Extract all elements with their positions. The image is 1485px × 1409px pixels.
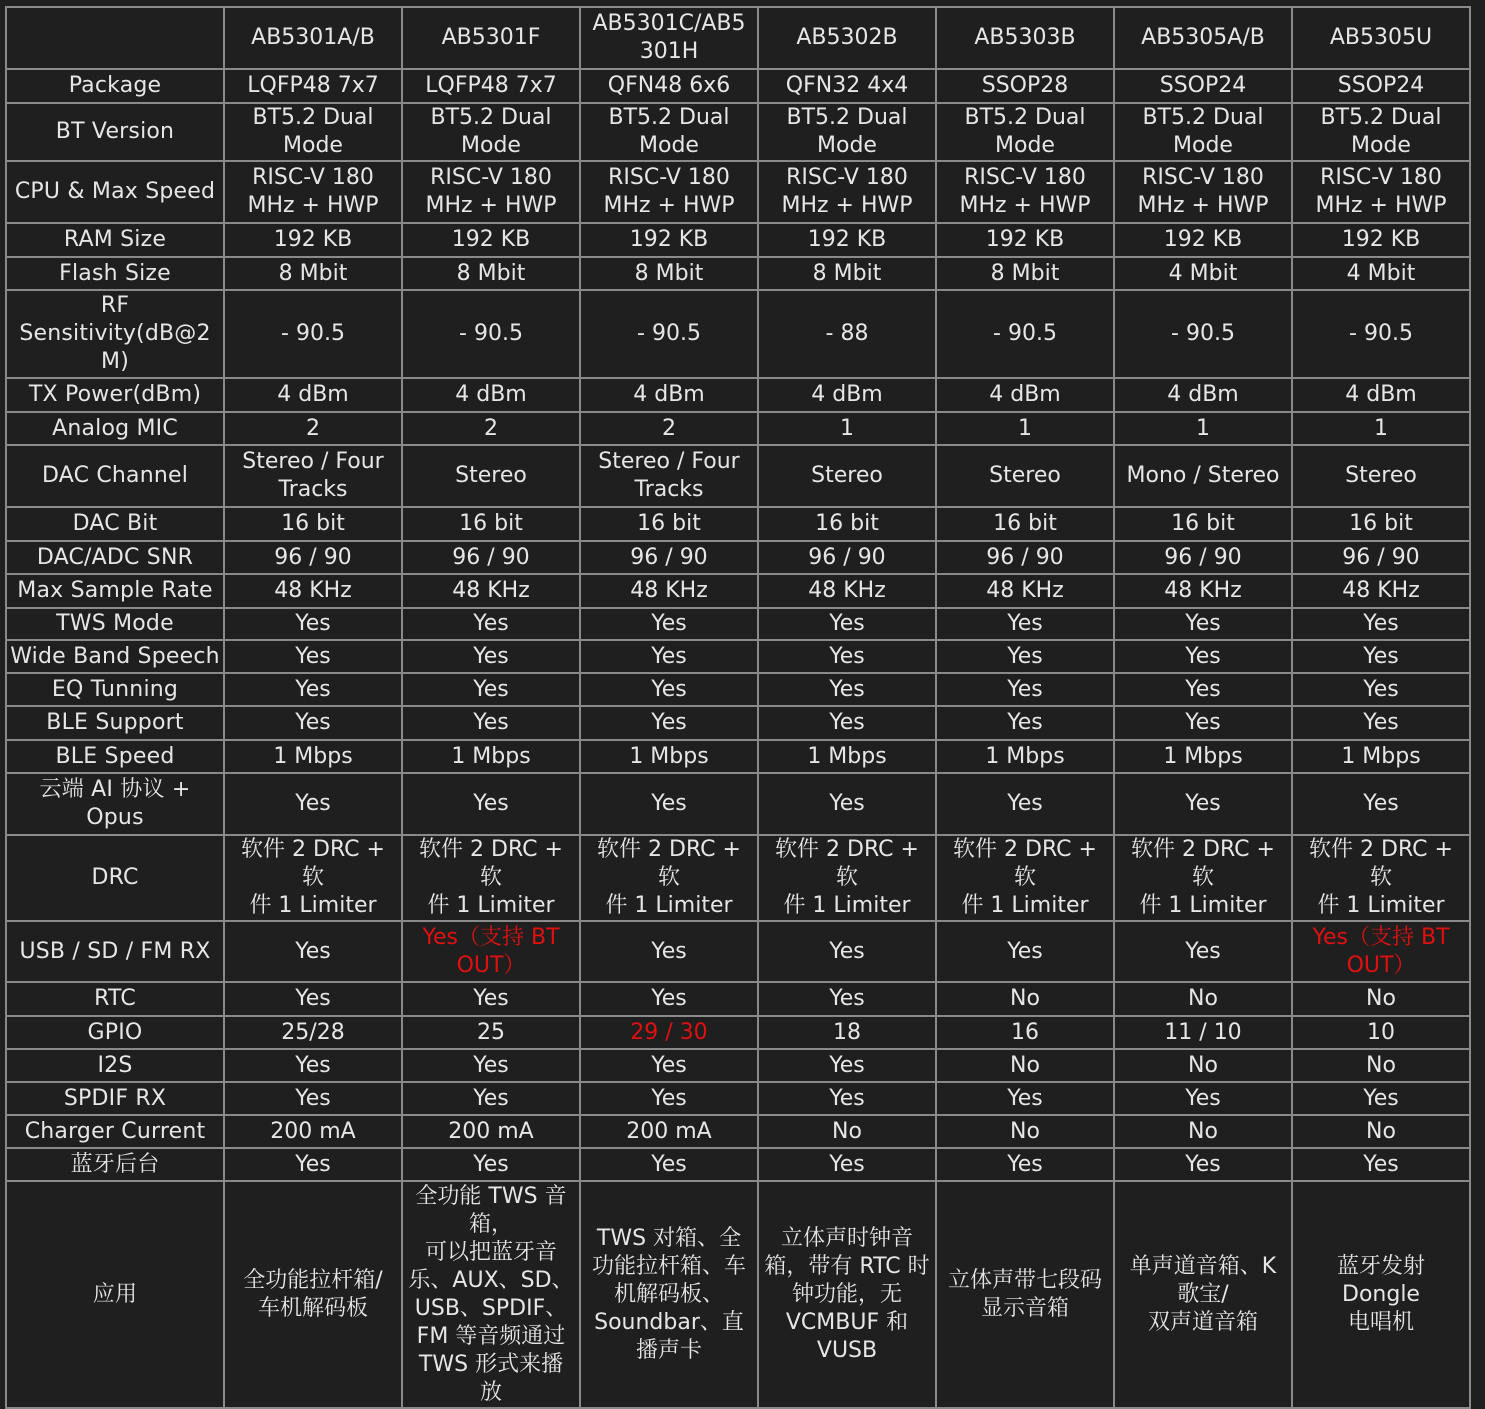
table-cell: RISC-V 180 MHz + HWP xyxy=(758,161,936,223)
table-cell: Yes xyxy=(1114,673,1292,706)
table-cell: 2 xyxy=(402,412,580,445)
table-cell: 4 dBm xyxy=(1292,378,1470,412)
table-cell: Yes xyxy=(1114,921,1292,982)
table-cell: Yes xyxy=(224,1082,402,1115)
table-cell: 192 KB xyxy=(936,223,1114,257)
table-row xyxy=(6,290,1470,378)
table-cell: RISC-V 180 MHz + HWP xyxy=(580,161,758,223)
table-cell: Yes xyxy=(1114,1148,1292,1181)
table-cell: No xyxy=(1292,1049,1470,1082)
row-label: GPIO xyxy=(6,1016,224,1049)
table-cell: Yes xyxy=(580,1148,758,1181)
table-row xyxy=(6,257,1470,290)
row-label: CPU & Max Speed xyxy=(6,161,224,223)
table-cell: 96 / 90 xyxy=(758,541,936,574)
table-cell: Yes xyxy=(1292,706,1470,740)
column-header: AB5301A/B xyxy=(224,7,402,69)
row-label: RTC xyxy=(6,982,224,1016)
table-cell: BT5.2 Dual Mode xyxy=(1114,103,1292,161)
table-cell: Yes xyxy=(1114,706,1292,740)
table-cell: 全功能 TWS 音 箱， 可以把蓝牙音 乐、AUX、SD、 USB、SPDIF、 FM 等音频通过 TWS 形式来播 放 xyxy=(402,1181,580,1408)
table-row xyxy=(6,1082,1470,1115)
table-cell: Yes（支持 BT OUT） xyxy=(1292,921,1470,982)
table-row xyxy=(6,412,1470,445)
table-cell: No xyxy=(758,1115,936,1148)
table-cell: 16 bit xyxy=(936,507,1114,541)
table-cell: LQFP48 7x7 xyxy=(224,69,402,103)
table-cell: Stereo / Four Tracks xyxy=(580,445,758,507)
table-cell: BT5.2 Dual Mode xyxy=(1292,103,1470,161)
header-row xyxy=(6,7,1470,69)
table-cell: No xyxy=(936,982,1114,1016)
row-label: DAC Channel xyxy=(6,445,224,507)
table-cell: 16 xyxy=(936,1016,1114,1049)
table-cell: Yes xyxy=(1114,640,1292,673)
table-cell: 48 KHz xyxy=(1292,574,1470,608)
table-cell: Stereo xyxy=(402,445,580,507)
table-row xyxy=(6,69,1470,103)
table-cell: 25 xyxy=(402,1016,580,1049)
table-row xyxy=(6,1181,1470,1408)
table-cell: Yes xyxy=(402,608,580,640)
table-cell: 4 dBm xyxy=(758,378,936,412)
table-row xyxy=(6,773,1470,835)
table-cell: RISC-V 180 MHz + HWP xyxy=(224,161,402,223)
table-cell: No xyxy=(1292,1115,1470,1148)
table-cell: Yes xyxy=(402,706,580,740)
table-cell: 96 / 90 xyxy=(1292,541,1470,574)
table-row xyxy=(6,161,1470,223)
table-cell: Yes xyxy=(402,773,580,835)
table-cell: Yes xyxy=(1114,773,1292,835)
table-cell: Yes xyxy=(758,773,936,835)
table-row xyxy=(6,673,1470,706)
table-cell: Yes xyxy=(402,640,580,673)
column-header: AB5302B xyxy=(758,7,936,69)
table-cell: 软件 2 DRC + 软 件 1 Limiter xyxy=(1292,835,1470,921)
table-cell: Yes xyxy=(758,1049,936,1082)
table-cell: 4 dBm xyxy=(1114,378,1292,412)
table-cell: BT5.2 Dual Mode xyxy=(224,103,402,161)
table-row xyxy=(6,640,1470,673)
table-cell: 4 Mbit xyxy=(1114,257,1292,290)
table-cell: - 90.5 xyxy=(1292,290,1470,378)
row-label: Analog MIC xyxy=(6,412,224,445)
table-cell: 8 Mbit xyxy=(580,257,758,290)
table-cell: Stereo xyxy=(758,445,936,507)
table-cell: 16 bit xyxy=(758,507,936,541)
table-cell: Yes xyxy=(402,673,580,706)
table-cell: 4 dBm xyxy=(402,378,580,412)
table-cell: 软件 2 DRC + 软 件 1 Limiter xyxy=(224,835,402,921)
table-cell: 立体声时钟音 箱，带有 RTC 时 钟功能，无 VCMBUF 和 VUSB xyxy=(758,1181,936,1408)
table-cell: Yes xyxy=(758,706,936,740)
table-cell: 蓝牙发射 Dongle 电唱机 xyxy=(1292,1181,1470,1408)
table-cell: 软件 2 DRC + 软 件 1 Limiter xyxy=(758,835,936,921)
table-cell: 96 / 90 xyxy=(580,541,758,574)
table-cell: 96 / 90 xyxy=(1114,541,1292,574)
table-cell: 200 mA xyxy=(402,1115,580,1148)
table-cell: Yes xyxy=(402,1082,580,1115)
table-cell: 1 Mbps xyxy=(224,740,402,773)
table-row xyxy=(6,574,1470,608)
table-cell: 16 bit xyxy=(402,507,580,541)
row-label: RAM Size xyxy=(6,223,224,257)
table-cell: Yes xyxy=(224,982,402,1016)
table-cell: 16 bit xyxy=(1292,507,1470,541)
table-cell: BT5.2 Dual Mode xyxy=(580,103,758,161)
table-cell: 立体声带七段码 显示音箱 xyxy=(936,1181,1114,1408)
table-cell: 单声道音箱、K 歌宝/ 双声道音箱 xyxy=(1114,1181,1292,1408)
table-cell: Yes xyxy=(580,773,758,835)
table-cell: 16 bit xyxy=(1114,507,1292,541)
table-cell: Yes xyxy=(1292,673,1470,706)
table-cell: 18 xyxy=(758,1016,936,1049)
table-cell: 29 / 30 xyxy=(580,1016,758,1049)
row-label: DRC xyxy=(6,835,224,921)
table-cell: SSOP24 xyxy=(1292,69,1470,103)
table-cell: BT5.2 Dual Mode xyxy=(758,103,936,161)
table-row xyxy=(6,541,1470,574)
table-cell: Yes xyxy=(402,1049,580,1082)
table-cell: - 90.5 xyxy=(402,290,580,378)
table-cell: 8 Mbit xyxy=(224,257,402,290)
table-cell: Yes xyxy=(224,706,402,740)
table-cell: Yes xyxy=(224,1049,402,1082)
row-label: USB / SD / FM RX xyxy=(6,921,224,982)
table-cell: 48 KHz xyxy=(224,574,402,608)
table-row xyxy=(6,608,1470,640)
table-cell: 软件 2 DRC + 软 件 1 Limiter xyxy=(402,835,580,921)
row-label: Charger Current xyxy=(6,1115,224,1148)
table-cell: 192 KB xyxy=(1292,223,1470,257)
table-cell: Yes xyxy=(224,640,402,673)
column-header: AB5305A/B xyxy=(1114,7,1292,69)
table-cell: Yes xyxy=(758,921,936,982)
column-header: AB5305U xyxy=(1292,7,1470,69)
table-cell: 48 KHz xyxy=(580,574,758,608)
table-row xyxy=(6,921,1470,982)
table-cell: Stereo xyxy=(936,445,1114,507)
table-cell: 48 KHz xyxy=(936,574,1114,608)
table-cell: Mono / Stereo xyxy=(1114,445,1292,507)
table-cell: 16 bit xyxy=(224,507,402,541)
row-label: DAC/ADC SNR xyxy=(6,541,224,574)
row-label: Flash Size xyxy=(6,257,224,290)
table-cell: RISC-V 180 MHz + HWP xyxy=(402,161,580,223)
table-cell: QFN48 6x6 xyxy=(580,69,758,103)
table-cell: Yes xyxy=(936,673,1114,706)
table-cell: BT5.2 Dual Mode xyxy=(402,103,580,161)
table-cell: 1 Mbps xyxy=(758,740,936,773)
table-cell: 软件 2 DRC + 软 件 1 Limiter xyxy=(936,835,1114,921)
table-cell: Yes xyxy=(224,608,402,640)
table-cell: Yes xyxy=(580,1049,758,1082)
table-cell: No xyxy=(1114,982,1292,1016)
table-row xyxy=(6,1115,1470,1148)
table-cell: Yes xyxy=(1292,640,1470,673)
table-cell: No xyxy=(1114,1049,1292,1082)
row-label: BLE Speed xyxy=(6,740,224,773)
table-row xyxy=(6,445,1470,507)
table-cell: RISC-V 180 MHz + HWP xyxy=(1114,161,1292,223)
row-label: EQ Tunning xyxy=(6,673,224,706)
row-label: DAC Bit xyxy=(6,507,224,541)
table-row xyxy=(6,982,1470,1016)
table-cell: 4 dBm xyxy=(224,378,402,412)
table-cell: LQFP48 7x7 xyxy=(402,69,580,103)
table-cell: 1 Mbps xyxy=(580,740,758,773)
table-cell: 192 KB xyxy=(580,223,758,257)
table-body xyxy=(6,7,1470,1408)
table-cell: 192 KB xyxy=(402,223,580,257)
table-cell: Yes xyxy=(402,982,580,1016)
table-cell: 8 Mbit xyxy=(402,257,580,290)
table-cell: Yes xyxy=(580,608,758,640)
table-cell: Yes xyxy=(580,673,758,706)
row-label: 应用 xyxy=(6,1181,224,1408)
table-cell: SSOP28 xyxy=(936,69,1114,103)
table-cell: 192 KB xyxy=(758,223,936,257)
table-cell: 48 KHz xyxy=(402,574,580,608)
table-cell: Yes xyxy=(936,640,1114,673)
table-row xyxy=(6,223,1470,257)
table-cell: No xyxy=(1292,982,1470,1016)
table-cell: 4 dBm xyxy=(580,378,758,412)
table-cell: 192 KB xyxy=(224,223,402,257)
table-cell: 软件 2 DRC + 软 件 1 Limiter xyxy=(1114,835,1292,921)
table-cell: 1 xyxy=(1114,412,1292,445)
table-row xyxy=(6,378,1470,412)
table-cell: 16 bit xyxy=(580,507,758,541)
table-cell: No xyxy=(936,1115,1114,1148)
table-row xyxy=(6,1016,1470,1049)
table-cell: Stereo / Four Tracks xyxy=(224,445,402,507)
table-cell: 8 Mbit xyxy=(758,257,936,290)
table-cell: Yes xyxy=(936,608,1114,640)
table-cell: RISC-V 180 MHz + HWP xyxy=(936,161,1114,223)
table-cell: Yes xyxy=(224,1148,402,1181)
table-row xyxy=(6,507,1470,541)
table-cell: 8 Mbit xyxy=(936,257,1114,290)
table-row xyxy=(6,740,1470,773)
row-label: Wide Band Speech xyxy=(6,640,224,673)
table-cell: 4 Mbit xyxy=(1292,257,1470,290)
row-label: Max Sample Rate xyxy=(6,574,224,608)
table-row xyxy=(6,1049,1470,1082)
table-row xyxy=(6,835,1470,921)
table-cell: Yes xyxy=(758,640,936,673)
table-cell: 1 xyxy=(936,412,1114,445)
table-cell: Yes（支持 BT OUT） xyxy=(402,921,580,982)
table-cell: - 90.5 xyxy=(580,290,758,378)
table-cell: - 90.5 xyxy=(224,290,402,378)
row-label: 云端 AI 协议 + Opus xyxy=(6,773,224,835)
column-header: AB5301F xyxy=(402,7,580,69)
table-cell: 200 mA xyxy=(580,1115,758,1148)
table-cell: 软件 2 DRC + 软 件 1 Limiter xyxy=(580,835,758,921)
table-cell: Yes xyxy=(580,921,758,982)
row-label: I2S xyxy=(6,1049,224,1082)
table-cell: Yes xyxy=(1114,608,1292,640)
table-cell: Yes xyxy=(936,1148,1114,1181)
table-cell: Yes xyxy=(936,921,1114,982)
table-cell: SSOP24 xyxy=(1114,69,1292,103)
table-cell: Yes xyxy=(758,673,936,706)
table-cell: TWS 对箱、全 功能拉杆箱、车 机解码板、 Soundbar、直 播声卡 xyxy=(580,1181,758,1408)
table-cell: Yes xyxy=(224,773,402,835)
table-cell: Yes xyxy=(936,1082,1114,1115)
table-cell: 96 / 90 xyxy=(402,541,580,574)
table-cell: Yes xyxy=(580,706,758,740)
table-cell: BT5.2 Dual Mode xyxy=(936,103,1114,161)
table-cell: Yes xyxy=(758,608,936,640)
table-cell: Yes xyxy=(580,982,758,1016)
spec-sheet xyxy=(5,6,1469,1405)
row-label: SPDIF RX xyxy=(6,1082,224,1115)
table-cell: Yes xyxy=(1114,1082,1292,1115)
row-label: BT Version xyxy=(6,103,224,161)
table-cell: 96 / 90 xyxy=(936,541,1114,574)
table-cell: 1 Mbps xyxy=(1292,740,1470,773)
table-cell: Yes xyxy=(936,706,1114,740)
column-header: AB5303B xyxy=(936,7,1114,69)
table-cell: - 88 xyxy=(758,290,936,378)
table-cell: 96 / 90 xyxy=(224,541,402,574)
table-cell: 200 mA xyxy=(224,1115,402,1148)
table-cell: 1 Mbps xyxy=(402,740,580,773)
row-label: BLE Support xyxy=(6,706,224,740)
table-row xyxy=(6,1148,1470,1181)
table-cell: Yes xyxy=(1292,1148,1470,1181)
table-cell: No xyxy=(1114,1115,1292,1148)
table-cell: 192 KB xyxy=(1114,223,1292,257)
table-cell: 48 KHz xyxy=(758,574,936,608)
table-cell: No xyxy=(936,1049,1114,1082)
table-cell: 1 xyxy=(1292,412,1470,445)
table-cell: Yes xyxy=(758,1082,936,1115)
row-label: RF Sensitivity(dB@2 M) xyxy=(6,290,224,378)
table-cell: 10 xyxy=(1292,1016,1470,1049)
table-cell: Yes xyxy=(1292,773,1470,835)
table-cell: 11 / 10 xyxy=(1114,1016,1292,1049)
table-cell: Stereo xyxy=(1292,445,1470,507)
chip-comparison-table xyxy=(5,6,1471,1409)
table-cell: Yes xyxy=(758,1148,936,1181)
table-cell: Yes xyxy=(224,921,402,982)
table-cell: 48 KHz xyxy=(1114,574,1292,608)
table-cell: Yes xyxy=(224,673,402,706)
table-cell: 2 xyxy=(224,412,402,445)
table-cell: Yes xyxy=(936,773,1114,835)
table-cell: - 90.5 xyxy=(1114,290,1292,378)
table-cell: 25/28 xyxy=(224,1016,402,1049)
table-cell: Yes xyxy=(1292,608,1470,640)
table-cell: 2 xyxy=(580,412,758,445)
row-label: TX Power(dBm) xyxy=(6,378,224,412)
table-cell: Yes xyxy=(758,982,936,1016)
row-label: 蓝牙后台 xyxy=(6,1148,224,1181)
table-cell: Yes xyxy=(580,640,758,673)
table-row xyxy=(6,706,1470,740)
table-cell: 1 xyxy=(758,412,936,445)
table-row xyxy=(6,103,1470,161)
column-header: AB5301C/AB5 301H xyxy=(580,7,758,69)
table-cell: Yes xyxy=(580,1082,758,1115)
row-label: Package xyxy=(6,69,224,103)
table-cell: QFN32 4x4 xyxy=(758,69,936,103)
row-label: TWS Mode xyxy=(6,608,224,640)
table-cell: 1 Mbps xyxy=(936,740,1114,773)
table-cell: Yes xyxy=(402,1148,580,1181)
table-cell: 1 Mbps xyxy=(1114,740,1292,773)
table-cell: Yes xyxy=(1292,1082,1470,1115)
table-cell: 全功能拉杆箱/ 车机解码板 xyxy=(224,1181,402,1408)
table-cell: RISC-V 180 MHz + HWP xyxy=(1292,161,1470,223)
table-cell: 4 dBm xyxy=(936,378,1114,412)
corner-cell xyxy=(6,7,224,69)
table-cell: - 90.5 xyxy=(936,290,1114,378)
